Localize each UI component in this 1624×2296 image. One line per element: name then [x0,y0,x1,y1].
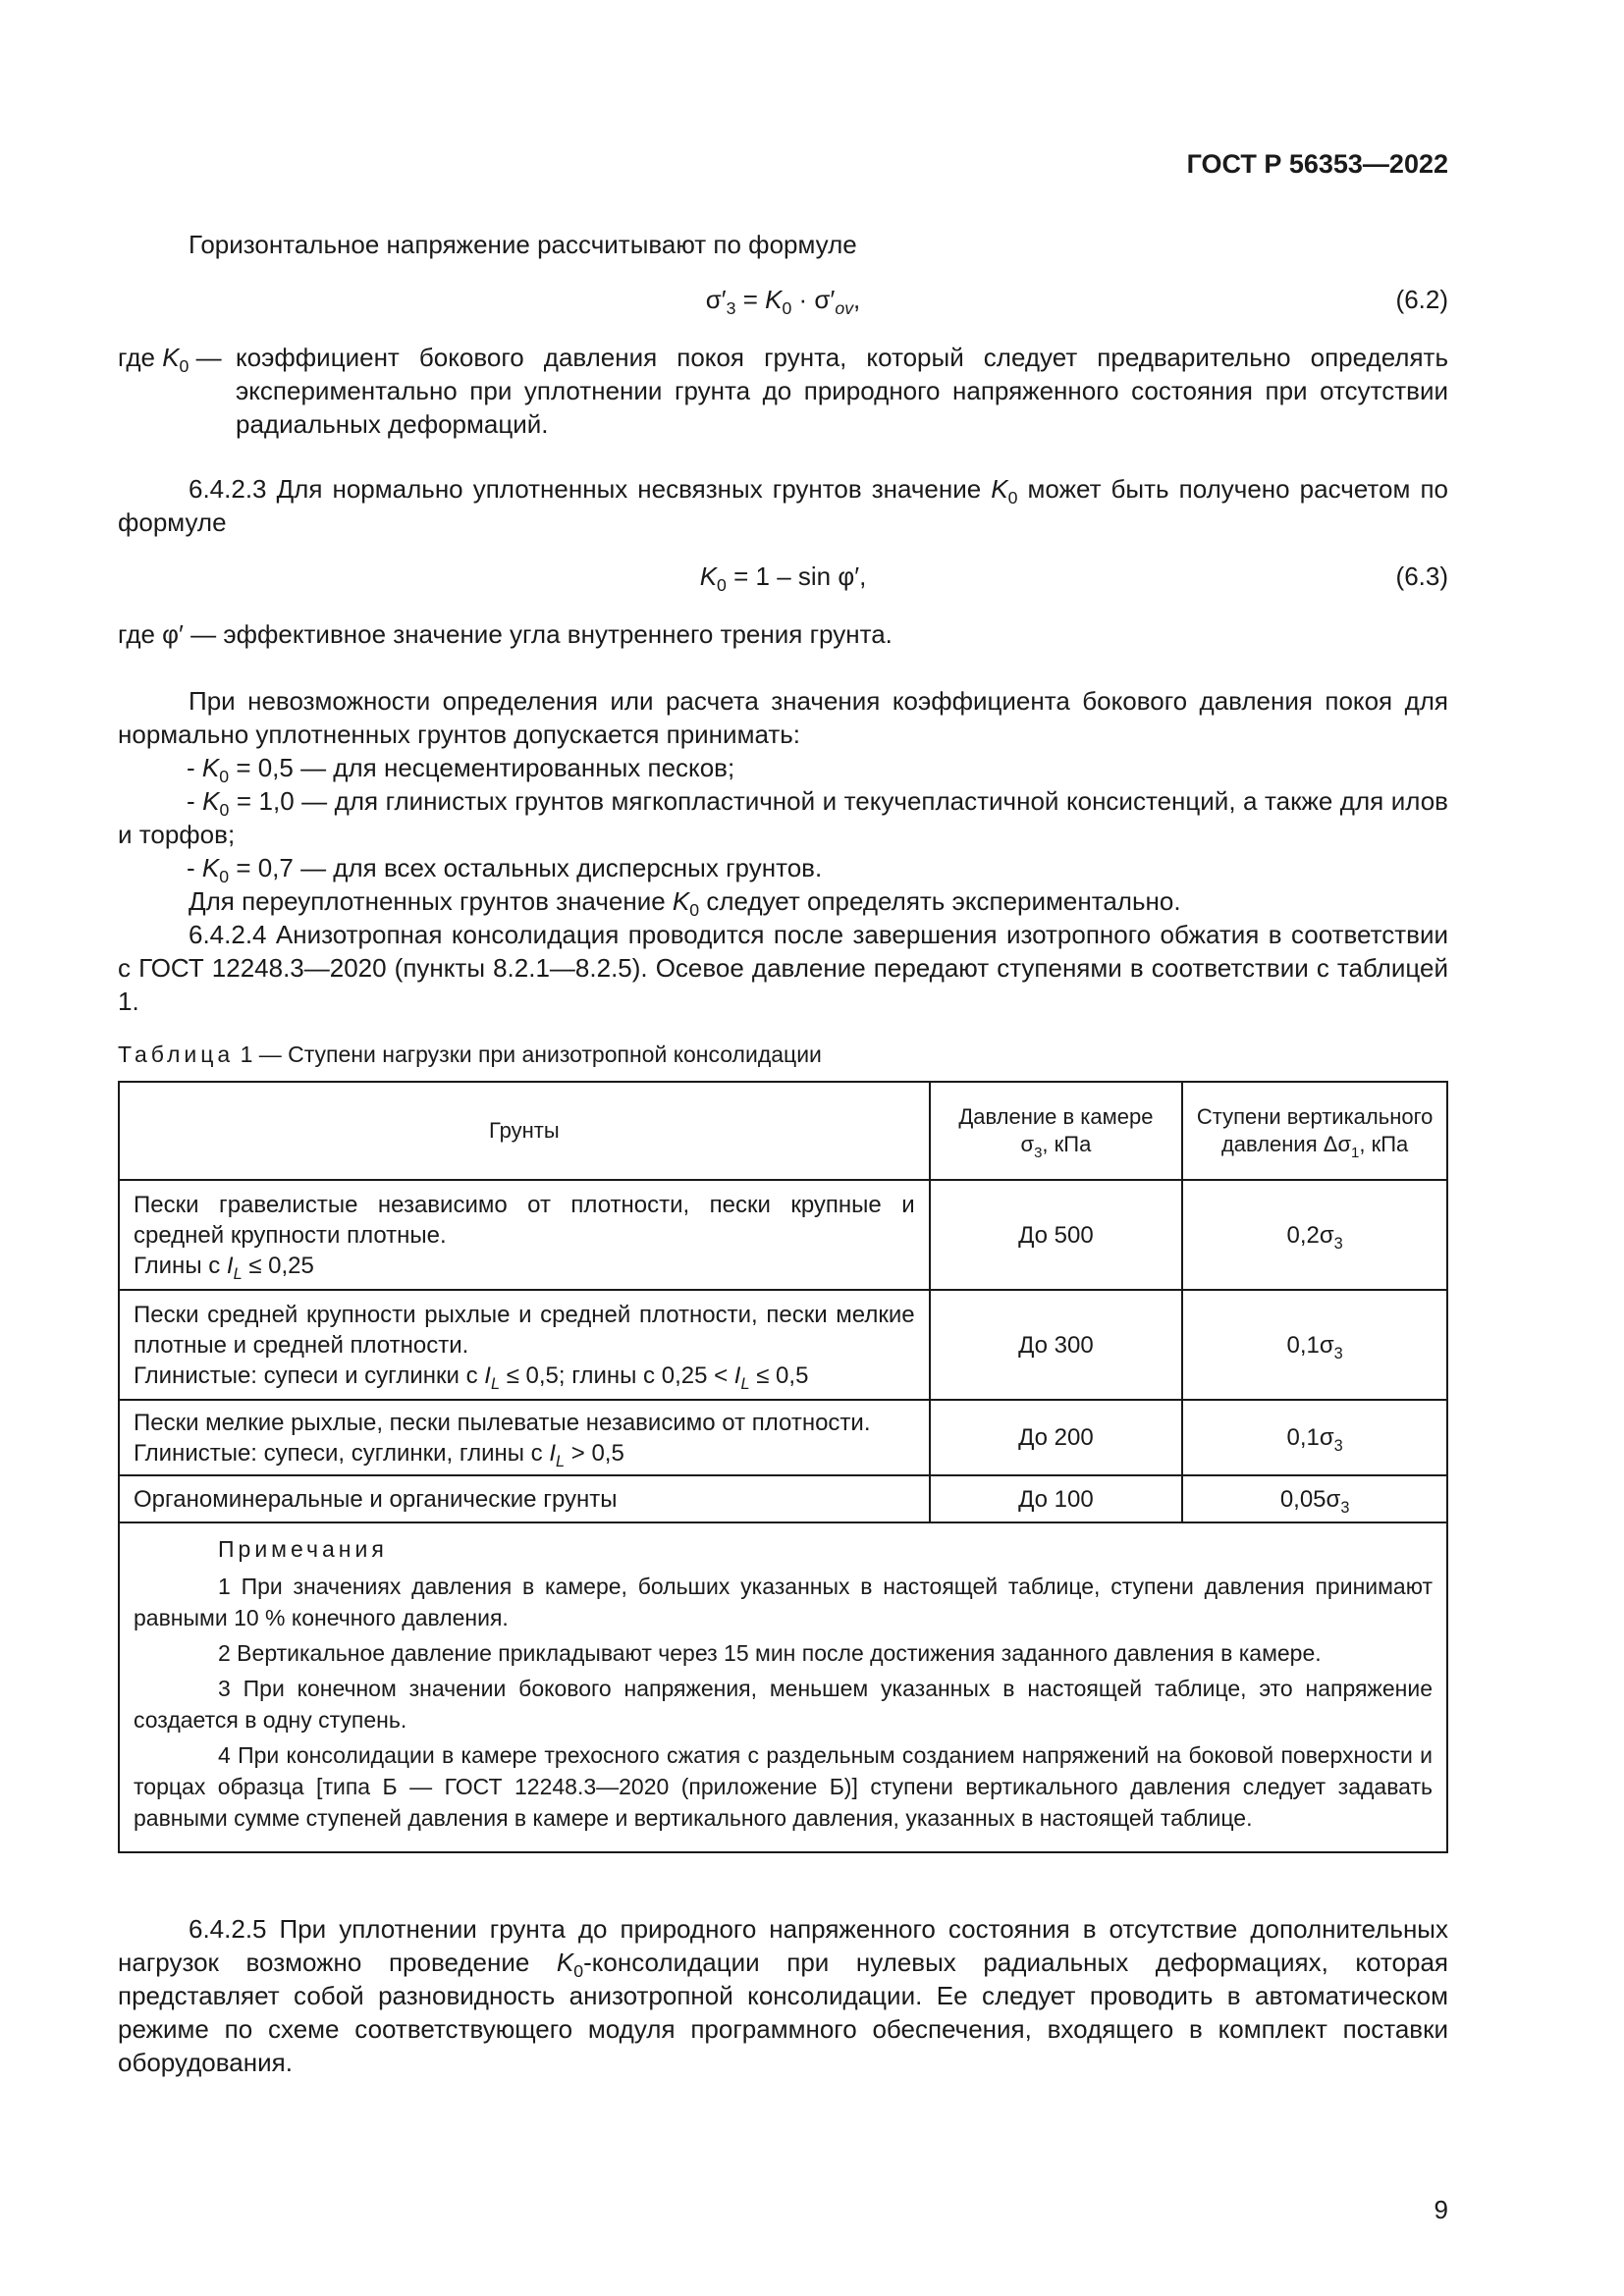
k0-list-item-1: - $K_0 = 0,5$ — для несцементированных песков; [187,753,735,786]
col-header-chamber-pressure: Давление в камере $\sigma_3$, кПа [930,1082,1183,1180]
k0-list-item-3: - $K_0 = 0,7$ — для всех остальных дисперсных грунтов. [187,853,823,886]
table-caption: Таблица 1 — Ступени нагрузки при анизотропной консолидации [118,1041,822,1067]
table-cell-pressure: До 300 [930,1290,1183,1400]
document-page [118,0,1448,2296]
formula-6-3-number: (6.3) [1395,561,1448,591]
where-k0-text: коэффициент бокового давления покоя грунта, который следует предварительно определять экспериментально при уплотнении грунта до природного напряженного состояния при отсутствии радиальных деформаций. [236,343,1448,439]
note-item: 3 При конечном значении бокового напряжения, меньшем указанных в настоящей таблице, это напряжение создается в одну ступень. [134,1676,1433,1733]
paragraph-6-4-2-3: 6.4.2.3 Для нормально уплотненных несвязных грунтов значение $K_0$ может быть получено расчетом по формуле [118,474,1448,537]
table-cell-soil: Органоминеральные и органические грунты [119,1475,930,1522]
table-header-row [119,1082,1447,1180]
document-header: ГОСТ Р 56353—2022 [1186,149,1448,179]
notes-title: Примечания [218,1536,388,1562]
table-row [119,1290,1447,1400]
table-notes-row [119,1522,1447,1852]
paragraph-6-4-2-5: 6.4.2.5 При уплотнении грунта до природного напряженного состояния в отсутствие дополнительных нагрузок возможно проведение $K_0$-консолидации при нулевых радиальных деформациях, которая представляет собой разновидность анизотропной консолидации. Ее следует проводить в автоматическом режиме по схеме соответствующего модуля программного обеспечения, входящего в комплект поставки оборудования. [118,1914,1448,2077]
table-cell-step: $0,1\sigma_3$ [1182,1290,1447,1400]
paragraph-overconsolidated: Для переуплотненных грунтов значение $K_0$ следует определять экспериментально. [189,886,1181,920]
k0-list-item-2: - $K_0 = 1,0$ — для глинистых грунтов мягкопластичной и текучепластичной консистенций, а также для илов и торфов; [118,786,1448,849]
table-cell-step: $0,05\sigma_3$ [1182,1475,1447,1522]
table-notes [119,1522,1447,1852]
table-cell-pressure: До 500 [930,1180,1183,1290]
table-cell-step: $0,2\sigma_3$ [1182,1180,1447,1290]
where-phi-definition: где φ′ — эффективное значение угла внутреннего трения грунта. [118,619,893,649]
table-row [119,1180,1447,1290]
load-steps-table [118,1081,1448,1853]
table-row [119,1400,1447,1475]
formula-6-2-number: (6.2) [1395,285,1448,314]
note-item: 4 При консолидации в камере трехосного сжатия с раздельным созданием напряжений на боковой поверхности и торцах образца [типа Б — ГОСТ 12248.3—2020 (приложение Б)] ступени вертикального давления следует задавать равными сумме ступеней давления в камере и вертикального давления, указанных в настоящей таблице. [134,1742,1433,1831]
where-k0-lead: где $K_0$ — [118,343,222,376]
note-item: 2 Вертикальное давление прикладывают через 15 мин после достижения заданного давления в камере. [218,1640,1322,1666]
table-cell-pressure: До 100 [930,1475,1183,1522]
table-cell-pressure: До 200 [930,1400,1183,1475]
formula-6-3 [118,560,1448,599]
formula-6-2 [118,283,1448,322]
table-cell-soil: Пески средней крупности рыхлые и средней плотности, пески мелкие плотные и средней плотности. Глинистые: супеси и суглинки с $I_L \le 0,5$; глины с $0,25 < I_L \le 0,5$ [119,1290,930,1400]
paragraph-k0-defaults: При невозможности определения или расчета значения коэффициента бокового давления покоя для нормально уплотненных грунтов допускается принимать: [118,686,1448,749]
note-item: 1 При значениях давления в камере, больших указанных в настоящей таблице, ступени давления принимают равными 10 % конечного давления. [134,1574,1433,1630]
paragraph-6-4-2-4: 6.4.2.4 Анизотропная консолидация проводится после завершения изотропного обжатия в соответствии с ГОСТ 12248.3—2020 (пункты 8.2.1—8.2.5). Осевое давление передают ступенями в соответствии с таблицей 1. [118,920,1448,1016]
table-cell-soil: Пески мелкие рыхлые, пески пылеватые независимо от плотности. Глинистые: супеси, суглинки, глины с $I_L > 0,5$ [119,1400,930,1475]
page-number: 9 [1434,2195,1448,2224]
table-cell-soil: Пески гравелистые независимо от плотности, пески крупные и средней крупности плотные. Глины с $I_L \le 0,25$ [119,1180,930,1290]
col-header-soils: Грунты [119,1082,930,1180]
where-k0-definition [118,341,1448,441]
table-cell-step: $0,1\sigma_3$ [1182,1400,1447,1475]
table-row [119,1475,1447,1522]
formula-6-2-expression: $\sigma'_3 = K_0 \cdot \sigma'_{ov}$, [705,285,861,318]
col-header-vertical-steps: Ступени вертикального давления $\Delta\sigma_1$, кПа [1182,1082,1447,1180]
formula-6-3-expression: $K_0 = 1 - \sin \varphi'$, [699,561,867,595]
paragraph-horizontal-stress: Горизонтальное напряжение рассчитывают по формуле [189,230,857,259]
